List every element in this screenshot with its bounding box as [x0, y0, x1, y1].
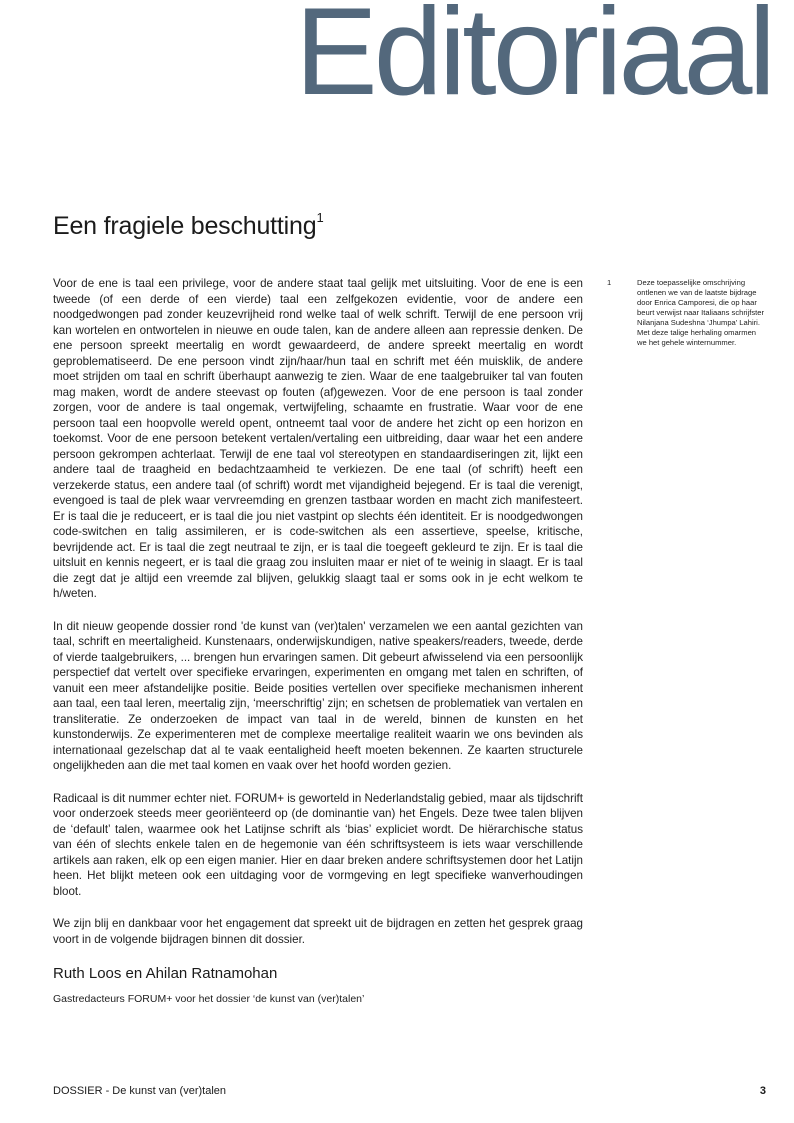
article-title: [53, 212, 323, 241]
footer-section-label: DOSSIER - De kunst van (ver)talen: [53, 1085, 227, 1097]
footnote-reference[interactable]: 1: [316, 210, 324, 225]
article-title-text: Een fragiele beschutting: [53, 212, 317, 240]
paragraph-1: Voor de ene is taal een privilege, voor de andere staat taal gelijk met uitsluiting. Voor de ene is een tweede (of een derde of een vierde) taal een zelfgekozen evidentie, voor de andere een noodgedwongen pad zonder keuzevrijheid rond welke taal of welk schrift. Terwijl de ene persoon vrij kan wortelen en ontwortelen in nieuwe en oude talen, kan de andere alleen aan repressie denken. De ene persoon spreekt meertalig en wordt gewaardeerd, de andere spreekt meertalig en wordt geproblematiseerd. De ene persoon vindt zijn/haar/hun taal en schrift met één muisklik, de andere moet strijden om taal en schrift überhaupt aanwezig te zien. Waar de ene taalgebruiker tal van fouten mag maken, wordt de andere steevast op fouten (af)gewezen. Voor de ene persoon is taal zonder zorgen, voor de andere is taal ongemak, vertwijfeling, schaamte en frustratie. Waar voor de ene persoon taal een hoopvolle wereld opent, ontneemt taal voor de andere het zicht op een horizon en toekomst. Voor de ene persoon betekent vertalen/vertaling een uitbreiding, daar waar het een andere persoon gekrompen achterlaat. Terwijl de ene taal vol stereotypen en standaardiseringen zit, lijkt een andere taal de traagheid en bedachtzaamheid te verkiezen. De ene taal (of schrift) heeft een verzekerde status, een andere taal (of schrift) wordt met vijandigheid bejegend. Er is taal die verenigt, evengoed is taal de plek waar vervreemding en grenzen tastbaar worden en macht zich manifesteert. Er is taal die je reduceert, er is taal die jou niet vastpint op slechts één identiteit. Er is noodgedwongen code-switchen en talig assimileren, er is code-switchen als een assertieve, speelse, kritische, bevrijdende act. Er is taal die zegt neutraal te zijn, er is taal die toegeeft gekleurd te zijn. Er is taal die uitsluit en kennis negeert, er is taal die graag zou insluiten maar er niet of te weinig in slaagt. Er is taal die zegt dat je altijd een vreemde zal blijven, gelukkig slaagt taal er soms ook in je echt welkom te h/weten.: [53, 277, 583, 600]
paragraph-4: We zijn blij en dankbaar voor het engagement dat spreekt uit de bijdragen en zetten het gesprek graag voort in de volgende bijdragen binnen dit dossier.: [53, 917, 583, 946]
footnote-number: 1: [607, 278, 612, 287]
paragraph-3: Radicaal is dit nummer echter niet. FORUM+ is geworteld in Nederlandstalig gebied, maar als tijdschrift voor onderzoek steeds meer georiënteerd op (de dominantie van) het Engels. Deze twee talen blijven de ‘default’ talen, waarmee ook het Latijnse schrift als ‘bias’ expliciet wordt. De hiërarchische status van één of slechts enkele talen en de hegemonie van één schriftsysteem is iets waar verschillende artikels aan raken, elk op een eigen manier. Hier en daar breken andere schriftsystemen door het Latijn heen. Het blijkt meteen ook een uitdaging voor de vormgeving en legt specifieke wanverhoudingen bloot.: [53, 791, 583, 898]
footnote-text: Deze toepasselijke omschrijving ontlenen we van de laatste bijdrage door Enrica Camporesi, die op haar beurt verwijst naar Italiaans schrijfster Nilanjana Sudeshna ‘Jhumpa’ Lahiri. Met deze talige herhaling omarmen we het gehele winternummer.: [637, 278, 765, 347]
author-role: Gastredacteurs FORUM+ voor het dossier ‘de kunst van (ver)talen’: [53, 993, 365, 1005]
masthead-title: Editoriaal: [295, 0, 772, 121]
article-body: [53, 276, 583, 1006]
authors: Ruth Loos en Ahilan Ratnamohan: [53, 965, 278, 982]
footnote: [607, 278, 767, 348]
paragraph-2: In dit nieuw geopende dossier rond 'de kunst van (ver)talen' verzamelen we een aantal gezichten van taal, schrift en meertaligheid. Kunstenaars, onderwijskundigen, native speakers/readers, tweede, derde of vierde taalgebruikers, ... brengen hun ervaringen samen. Dit gebeurt afwisselend via een persoonlijk perspectief dat vertelt over specifieke ervaringen, experimenten en omgang met talen en schriften, of vanuit een meer afstandelijke positie. Beide posities vertellen over specifieke mechanismen inherent aan taal, een taal leren, meertalig zijn, ‘meerschriftig’ zijn; en schetsen de problematiek van vertalen en transliteratie. Ze onderzoeken de impact van taal in de wereld, binnen de kunsten en het kunstonderwijs. Ze experimenteren met de complexe meertalige realiteit waarin we ons bevinden als internationaal gezelschap dat al te vaak eentaligheid heeft moeten bekennen. Ze kaarten structurele ongelijkheden aan die met taal komen en vaak over het hoofd worden gezien.: [53, 619, 583, 772]
page-number: 3: [759, 1085, 766, 1097]
